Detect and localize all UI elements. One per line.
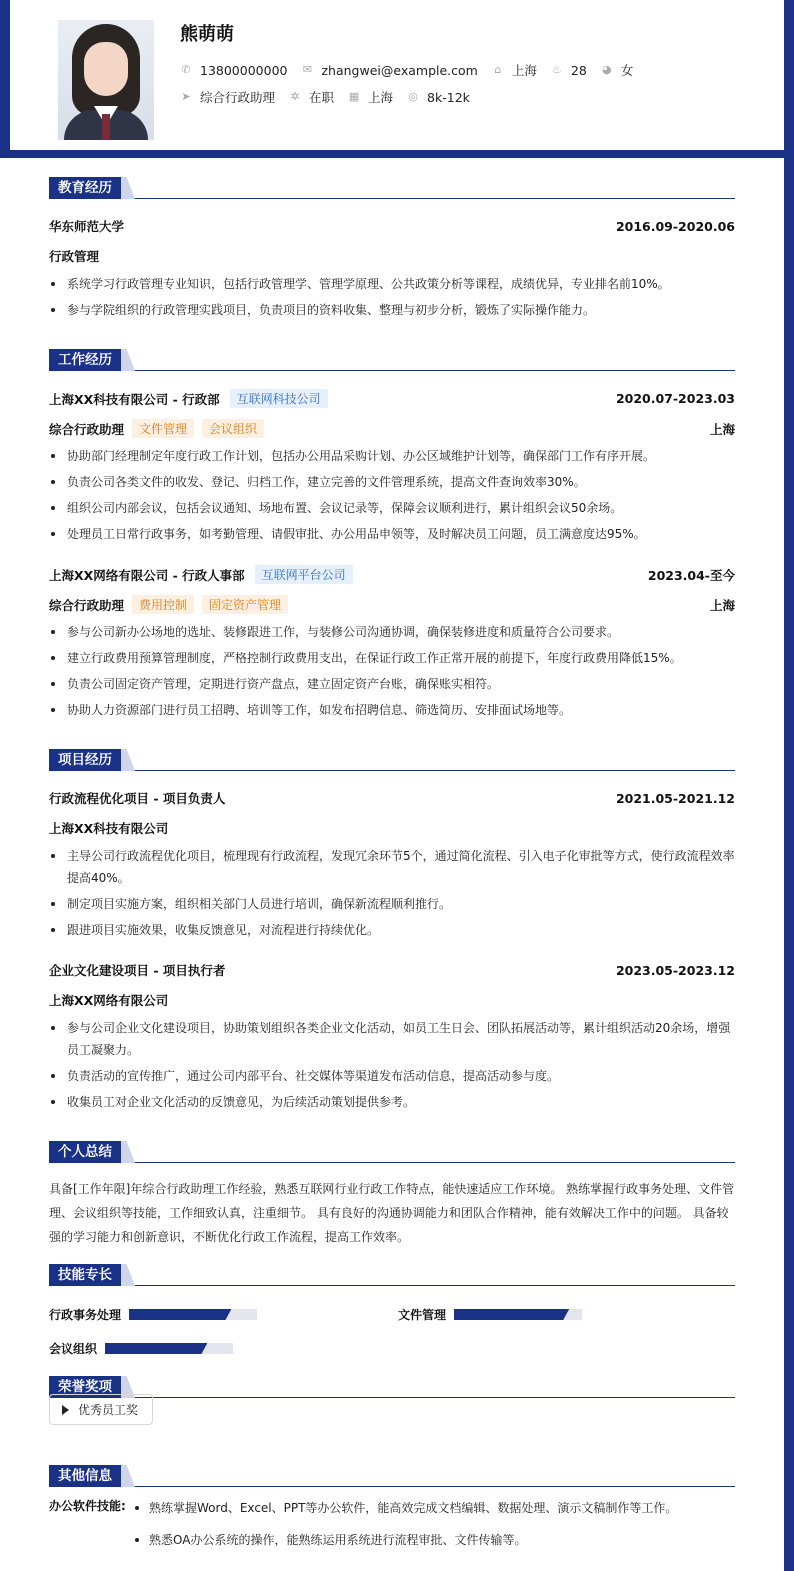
job-date: 2020.07-2023.03 — [615, 391, 735, 406]
section-header — [49, 1264, 735, 1286]
work-section — [49, 349, 735, 717]
industry-tag: 互联网科技公司 — [230, 389, 328, 408]
list-item: 参与学院组织的行政管理实践项目，负责项目的资料收集、整理与初步分析，锻炼了实际操作能力。 — [49, 299, 739, 321]
list-item: 组织公司内部会议，包括会议通知、场地布置、会议记录等，保障会议顺利进行，累计组织会议50余场。 — [49, 497, 739, 519]
status-item: ✲ 在职 — [290, 90, 335, 105]
section-header — [49, 1465, 735, 1487]
section-title: 工作经历 — [49, 349, 121, 371]
list-item: 参与公司企业文化建设项目，协助策划组织各类企业文化活动，如员工生日会、团队拓展活动等，累计组织活动20余场，增强员工凝聚力。 — [49, 1017, 739, 1061]
target-city-item: ▦ 上海 — [348, 90, 394, 105]
gender-item: ◕ 女 — [601, 63, 634, 78]
list-item: 负责公司各类文件的收发、登记、归档工作，建立完善的文件管理系统，提高文件查询效率30%。 — [49, 471, 739, 493]
skill-bar — [454, 1309, 582, 1320]
job-date: 2023.04-至今 — [647, 567, 735, 583]
job-role-row — [49, 419, 735, 438]
phone-icon: ✆ — [181, 63, 191, 76]
section-title: 其他信息 — [49, 1465, 121, 1487]
skill-item — [49, 1306, 257, 1323]
skill-item — [49, 1340, 233, 1357]
settings-icon: ✲ — [290, 90, 300, 103]
candidate-name: 熊萌萌 — [180, 24, 234, 45]
section-title: 项目经历 — [49, 749, 121, 771]
list-item: 建立行政费用预算管理制度，严格控制行政费用支出，在保证行政工作正常开展的前提下，年度行政费用降低15%。 — [49, 647, 739, 669]
school-name: 华东师范大学 — [49, 219, 125, 234]
summary-section — [49, 1141, 735, 1244]
job-role: 综合行政助理 — [49, 421, 125, 437]
position-item: ➤ 综合行政助理 — [181, 90, 276, 105]
skill-tag: 文件管理 — [132, 419, 194, 438]
other-label: 办公软件技能: — [49, 1499, 126, 1513]
company-name: 上海XX科技有限公司 - 行政部 — [49, 391, 220, 407]
section-header — [49, 349, 735, 371]
project-date: 2021.05-2021.12 — [615, 790, 735, 806]
resume-header — [0, 0, 794, 158]
list-item: 跟进项目实施效果，收集反馈意见，对流程进行持续优化。 — [49, 919, 739, 941]
frame-left — [0, 0, 10, 158]
projects-section — [49, 749, 735, 1109]
award-name: 优秀员工奖 — [78, 1403, 139, 1417]
company-name: 上海XX网络有限公司 - 行政人事部 — [49, 567, 245, 583]
coin-icon: ◎ — [408, 90, 418, 103]
education-date: 2016.09-2020.06 — [615, 218, 735, 234]
job-role: 综合行政助理 — [49, 597, 125, 613]
list-item: 协助人力资源部门进行员工招聘、培训等工作，如发布招聘信息、筛选简历、安排面试场地等。 — [49, 699, 739, 721]
job-duties-list — [49, 621, 739, 725]
list-item: 熟练掌握Word、Excel、PPT等办公软件，能高效完成文档编辑、数据处理、演示文稿制作等工作。 — [131, 1497, 741, 1519]
job-city: 上海 — [709, 421, 735, 437]
frame-right — [784, 150, 794, 1571]
skill-bar — [105, 1343, 233, 1354]
header-band — [0, 150, 794, 158]
salary-item: ◎ 8k-12k — [408, 89, 470, 105]
project-header — [49, 789, 735, 807]
list-item: 处理员工日常行政事务，如考勤管理、请假审批、办公用品申领等，及时解决员工问题，员工满意度达95%。 — [49, 523, 739, 545]
city-item: ⌂ 上海 — [492, 61, 537, 79]
project-duties-list — [49, 1017, 739, 1117]
education-list — [49, 273, 739, 325]
summary-text: 具备[工作年限]年综合行政助理工作经验，熟悉互联网行业行政工作特点，能快速适应工作环境。 熟练掌握行政事务处理、文件管理、会议组织等技能，工作细致认真，注重细节。 具有良好的沟通协调能力和团队合作精神，能有效解决工作中的问题。 具备较强的学习能力和创新意识，不断优化行政工作流程，提高工作效率。 — [49, 1182, 735, 1244]
list-item: 主导公司行政流程优化项目，梳理现有行政流程，发现冗余环节5个，通过简化流程、引入电子化审批等方式，使行政流程效率提高40%。 — [49, 845, 739, 889]
mail-icon: ✉ — [302, 63, 313, 76]
project-name: 企业文化建设项目 - 项目执行者 — [49, 963, 226, 978]
project-date: 2023.05-2023.12 — [615, 962, 735, 978]
section-header — [49, 177, 735, 199]
skill-name: 行政事务处理 — [49, 1308, 122, 1322]
intent-row — [180, 88, 484, 106]
skill-tag: 费用控制 — [132, 595, 194, 614]
awards-section — [49, 1376, 735, 1417]
send-icon: ➤ — [181, 90, 191, 103]
skill-name: 会议组织 — [49, 1342, 98, 1356]
industry-tag: 互联网平台公司 — [255, 565, 353, 584]
award-badge[interactable] — [49, 1394, 153, 1425]
skill-name: 文件管理 — [398, 1308, 447, 1322]
job-duties-list — [49, 445, 739, 549]
phone-item: ✆ 13800000000 — [181, 62, 288, 78]
skills-section — [49, 1264, 735, 1356]
profile-photo — [58, 20, 154, 140]
section-header — [49, 749, 735, 771]
skill-bar — [129, 1309, 257, 1320]
list-item: 协助部门经理制定年度行政工作计划，包括办公用品采购计划、办公区域维护计划等，确保部门工作有序开展。 — [49, 445, 739, 467]
list-item: 系统学习行政管理专业知识，包括行政管理学、管理学原理、公共政策分析等课程，成绩优异，专业排名前10%。 — [49, 273, 739, 295]
contact-row — [180, 61, 647, 79]
home-icon: ⌂ — [494, 63, 502, 76]
job-header — [49, 565, 735, 584]
job-role-row — [49, 595, 735, 614]
list-item: 参与公司新办公场地的选址、装修跟进工作，与装修公司沟通协调，确保装修进度和质量符合公司要求。 — [49, 621, 739, 643]
skill-tag: 会议组织 — [202, 419, 264, 438]
project-company: 上海XX科技有限公司 — [49, 821, 169, 836]
job-city: 上海 — [709, 597, 735, 613]
list-item: 制定项目实施方案，组织相关部门人员进行培训，确保新流程顺利推行。 — [49, 893, 739, 915]
other-list — [131, 1497, 741, 1561]
gender-icon: ◕ — [601, 63, 612, 76]
project-duties-list — [49, 845, 739, 945]
list-item: 负责公司固定资产管理，定期进行资产盘点，建立固定资产台账，确保账实相符。 — [49, 673, 739, 695]
major: 行政管理 — [49, 249, 100, 264]
section-title: 技能专长 — [49, 1264, 121, 1286]
frame-right-top — [784, 0, 794, 158]
list-item: 负责活动的宣传推广，通过公司内部平台、社交媒体等渠道发布活动信息，提高活动参与度。 — [49, 1065, 739, 1087]
project-name: 行政流程优化项目 - 项目负责人 — [49, 791, 226, 806]
email-item: ✉ zhangwei@example.com — [302, 62, 478, 78]
list-item: 熟悉OA办公系统的操作，能熟练运用系统进行流程审批、文件传输等。 — [131, 1529, 741, 1551]
section-title: 个人总结 — [49, 1141, 121, 1163]
project-header — [49, 961, 735, 979]
education-section — [49, 177, 735, 317]
education-row — [49, 217, 735, 235]
skill-tag: 固定资产管理 — [202, 595, 288, 614]
section-header — [49, 1141, 735, 1163]
age-item: ♨ 28 — [551, 62, 587, 78]
skill-item — [398, 1306, 582, 1323]
section-title: 教育经历 — [49, 177, 121, 199]
section-title: 荣誉奖项 — [49, 1376, 121, 1398]
job-header — [49, 389, 735, 408]
other-section — [49, 1465, 735, 1547]
building-icon: ▦ — [348, 90, 360, 103]
project-company: 上海XX网络有限公司 — [49, 993, 169, 1008]
cake-icon: ♨ — [551, 63, 562, 76]
play-icon — [62, 1405, 69, 1415]
list-item: 收集员工对企业文化活动的反馈意见，为后续活动策划提供参考。 — [49, 1091, 739, 1113]
